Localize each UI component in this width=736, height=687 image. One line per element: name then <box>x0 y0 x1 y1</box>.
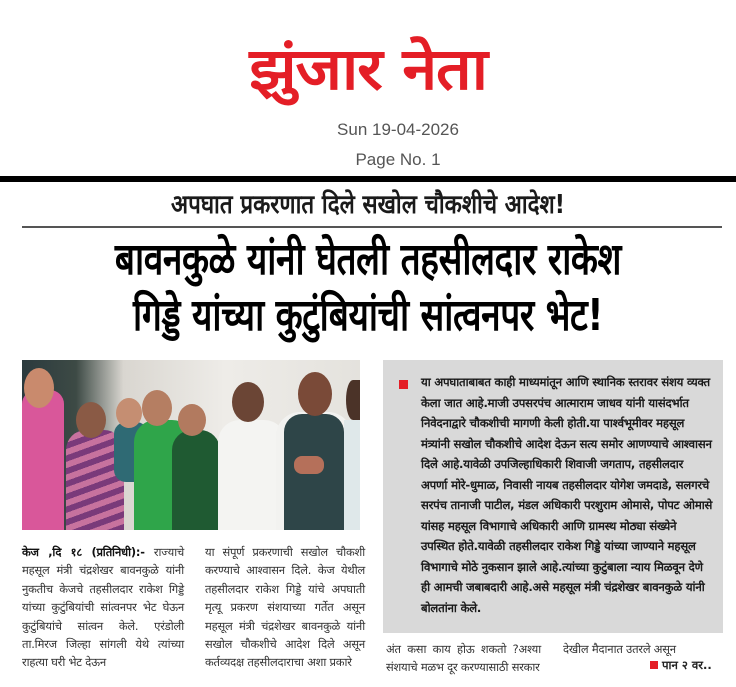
page-number: Page No. 1 <box>355 150 441 169</box>
newspaper-logo: झुंजार नेता <box>249 35 487 103</box>
dateline: केज ,दि १८ (प्रतिनिधी):- <box>22 545 145 559</box>
article-column-2 <box>205 543 365 672</box>
continued-on-page-2 <box>650 658 712 673</box>
masthead-divider <box>0 176 736 182</box>
kicker-headline: अपघात प्रकरणात दिले सखोल चौकशीचे आदेश! <box>171 190 565 220</box>
highlight-box <box>383 360 723 633</box>
article-photo <box>22 360 360 530</box>
continued-label: पान २ वर.. <box>662 658 712 672</box>
article-column-3 <box>386 640 541 677</box>
column-1-text: राज्याचे महसूल मंत्री चंद्रशेखर बावनकुळे यांनी नुकतीच केजचे तहसीलदार राकेश गिड्डे यांच्या कुटुंबियांची सांत्वनपर भेट घेऊन कुटुंबियांचे सांत्वन केले. एरंडोली ता.मिरज जिल्हा सांगली येथे त्यांच्या राहत्या घरी भेट देऊन <box>22 545 184 670</box>
column-2-text: या संपूर्ण प्रकरणाची सखोल चौकशी करण्याचे आश्वासन दिले. केज येथील तहसीलदार राकेश गिड्डे यांचे अपघाती मृत्यू प्रकरण संशयाच्या गर्तेत असून महसूल मंत्री चंद्रशेखर बावनकुळे यांनी सखोल चौकशीचे आदेश दिले असून कर्तव्यदक्ष तहसीलदाराचा अशा प्रकारे <box>205 545 365 670</box>
article-column-1 <box>22 543 184 672</box>
red-square-bullet-icon <box>399 380 408 389</box>
red-square-icon <box>650 661 658 669</box>
article-column-4 <box>563 640 723 658</box>
headline-line-2: गिड्डे यांच्या कुटुंबियांची सांत्वनपर भेट! <box>132 290 604 341</box>
headline-line-1: बावनकुळे यांनी घेतली तहसीलदार राकेश <box>114 234 622 285</box>
column-3-text: अंत कसा काय होऊ शकतो ?अश्या संशयाचे मळभ दूर करण्यासाठी सरकार <box>386 642 541 675</box>
main-headline <box>74 232 663 344</box>
edition-date: Sun 19-04-2026 <box>337 120 459 139</box>
highlight-box-text: या अपघाताबाबत काही माध्यमांतून आणि स्थानिक स्तरावर संशय व्यक्त केला जात आहे.माजी उपसरपंच आत्माराम जाधव यांनी यासंदर्भात निवेदनाद्वारे चौकशीची मागणी केली होती.या पार्श्वभूमीवर महसूल मंत्र्यांनी सखोल चौकशीचे आदेश देऊन सत्य समोर आणण्याचे आश्वासन दिले आहे.यावेळी उपजिल्हाधिकारी शिवाजी जगताप, तहसीलदार अपर्णा मोरे-धुमाळ, निवासी नायब तहसीलदार योगेश जमदाडे, सलगरचे सरपंच तानाजी पाटील, मंडल अधिकारी परशुराम ओमासे, पोपट ओमासे यांसह महसूल विभागाचे अधिकारी आणि ग्रामस्थ मोठ्या संख्येने उपस्थित होते.यावेळी तहसीलदार राकेश गिड्डे यांच्या जाण्याने महसूल विभागाचे मोठे नुकसान झाले आहे.त्यांच्या कुटुंबाला न्याय मिळवून देणे ही आमची जबाबदारी आहे.असे महसूल मंत्री चंद्रशेखर बावनकुळे यांनी बोलतांना केले. <box>421 375 713 615</box>
masthead <box>0 34 736 104</box>
kicker-underline <box>22 226 722 228</box>
column-4-text: देखील मैदानात उतरले असून <box>563 642 676 656</box>
